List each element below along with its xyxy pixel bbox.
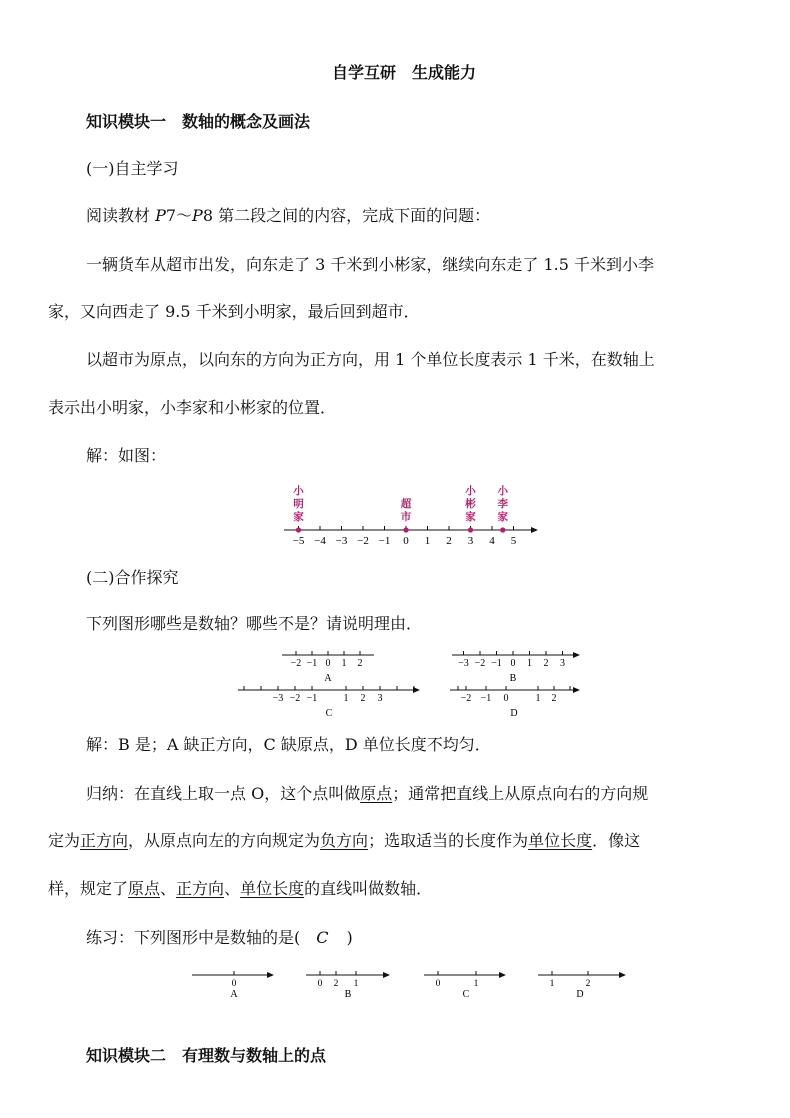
fig2-c-label: −2 (289, 693, 301, 704)
fig3-c-label: 1 (473, 979, 479, 989)
fig3-d-label: 1 (549, 979, 555, 989)
fig1-tick-label: −3 (335, 535, 348, 547)
reading-instruction: 阅读教材 P7～P8 第二段之间的内容，完成下面的问题： (86, 206, 491, 225)
question-2: 下列图形哪些是数轴？哪些不是？请说明理由． (86, 614, 423, 633)
fig3-b-label: 2 (333, 979, 339, 989)
fig2-a-letter: A (324, 673, 332, 684)
fig2-c-label: −1 (306, 693, 318, 704)
fig3-a-axis-arrow (267, 972, 274, 978)
fig1-tick-label: 4 (489, 535, 495, 547)
section1-heading: (一)自主学习 (86, 159, 179, 178)
solution-2: 解：B 是；A 缺正方向，C 缺原点，D 单位长度不均匀． (86, 735, 491, 754)
fig3-d-label: 2 (585, 979, 591, 989)
fig3-a-label: 0 (231, 979, 237, 989)
fig1-place-label-char: 李 (497, 498, 508, 510)
problem-text-1: 一辆货车从超市出发，向东走了 3 千米到小彬家，继续向东走了 1.5 千米到小李 (86, 255, 654, 274)
fig2-b-label: 3 (560, 658, 565, 669)
fig2-a-label: 0 (325, 658, 331, 669)
fig2-a-label: −2 (290, 658, 302, 669)
blank-origin: 原点 (360, 784, 393, 803)
page-title: 自学互研 生成能力 (332, 63, 477, 82)
number-line-figure-1 (282, 484, 542, 554)
fig1-place-label-char: 小 (497, 485, 508, 497)
module2-heading: 知识模块二 有理数与数轴上的点 (86, 1046, 327, 1065)
blank-unit-length-2: 单位长度 (240, 879, 305, 898)
practice-question: 练习：下列图形中是数轴的是( C ) (86, 928, 353, 947)
fig1-place-label-char: 彬 (465, 498, 476, 510)
fig2-b-label: 1 (527, 658, 532, 669)
fig2-b-label: 0 (510, 658, 516, 669)
fig1-tick-label: −1 (378, 535, 391, 547)
blank-origin-2: 原点 (128, 879, 161, 898)
fig2-d-axis-arrow (573, 687, 580, 693)
fig3-b-label: 1 (353, 979, 359, 989)
fig2-b-axis-arrow (573, 652, 580, 658)
fig1-place-label-char: 明 (293, 498, 304, 510)
module1-heading: 知识模块一 数轴的概念及画法 (86, 112, 311, 131)
fig1-tick-label: 1 (424, 535, 431, 547)
summary-line-1: 归纳：在直线上取一点 O，这个点叫做原点；通常把直线上从原点向右的方向规 (86, 784, 649, 803)
blank-positive-direction: 正方向 (80, 831, 129, 850)
summary-line-3: 样，规定了原点、正方向、单位长度的直线叫做数轴． (48, 879, 433, 898)
fig2-b-label: −1 (491, 658, 502, 669)
fig2-a-label: −1 (306, 658, 318, 669)
fig2-d-label: 0 (503, 693, 509, 704)
fig1-tick-label: 3 (467, 535, 474, 547)
fig1-place-label-char: 超 (400, 498, 412, 510)
fig1-tick-label: −2 (357, 535, 369, 547)
fig1-point (403, 527, 408, 532)
fig1-point (500, 527, 505, 532)
task-text-1: 以超市为原点，以向东的方向为正方向，用 1 个单位长度表示 1 千米，在数轴上 (86, 350, 655, 369)
number-line-options-figure (234, 648, 594, 720)
fig2-c-label: 2 (360, 693, 366, 704)
fig2-d-label: −2 (460, 693, 472, 704)
blank-negative-direction: 负方向 (320, 831, 369, 850)
fig1-tick-label: 0 (403, 535, 409, 547)
fig1-place-label-char: 家 (497, 511, 508, 523)
fig1-place-label-char: 小 (293, 485, 304, 497)
fig2-a-label: 1 (341, 658, 347, 669)
fig2-b-label: −2 (474, 658, 486, 669)
fig1-axis-arrow (531, 527, 538, 533)
fig2-c-label: −3 (272, 693, 284, 704)
fig3-b-axis-arrow (383, 972, 390, 978)
fig1-place-label-char: 市 (400, 511, 412, 523)
fig2-d-label: 1 (535, 693, 541, 704)
practice-options-figure (190, 965, 640, 1001)
fig1-place-label-char: 小 (465, 485, 476, 497)
fig1-tick-label: −5 (292, 535, 305, 547)
fig1-tick-label: −4 (314, 535, 326, 547)
fig3-c-letter: C (462, 989, 470, 1000)
fig2-b-letter: B (509, 673, 517, 684)
fig2-c-label: 3 (377, 693, 383, 704)
fig2-b-label: −3 (458, 658, 469, 669)
fig3-c-label: 0 (435, 979, 441, 989)
fig2-b-label: 2 (543, 658, 549, 669)
practice-answer: C (316, 928, 329, 947)
fig2-a-label: 2 (357, 658, 363, 669)
summary-line-2: 定为正方向，从原点向左的方向规定为负方向；选取适当的长度作为单位长度．像这 (48, 831, 641, 850)
fig2-c-letter: C (325, 708, 333, 719)
solution-label-1: 解：如图： (86, 446, 167, 465)
fig3-b-letter: B (344, 989, 352, 1000)
fig3-d-letter: D (576, 989, 584, 1000)
fig1-place-label-char: 家 (465, 511, 476, 523)
fig3-a-letter: A (230, 989, 238, 1000)
fig1-place-label-char: 家 (293, 511, 304, 523)
fig2-d-letter: D (510, 708, 518, 719)
fig2-d-label: −1 (480, 693, 492, 704)
fig2-d-label: 2 (551, 693, 557, 704)
fig1-point (468, 527, 473, 532)
fig2-c-label: 1 (343, 693, 349, 704)
fig3-d-axis-arrow (619, 972, 626, 978)
fig3-c-axis-arrow (499, 972, 506, 978)
task-text-2: 表示出小明家，小李家和小彬家的位置． (48, 398, 337, 417)
fig1-tick-label: 2 (446, 535, 452, 547)
section2-heading: (二)合作探究 (86, 568, 179, 587)
fig1-tick-label: 5 (510, 535, 517, 547)
fig1-point (296, 527, 301, 532)
fig3-b-label: 0 (317, 979, 323, 989)
blank-positive-direction-2: 正方向 (176, 879, 225, 898)
blank-unit-length: 单位长度 (528, 831, 593, 850)
problem-text-2: 家，又向西走了 9.5 千米到小明家，最后回到超市． (48, 302, 420, 321)
